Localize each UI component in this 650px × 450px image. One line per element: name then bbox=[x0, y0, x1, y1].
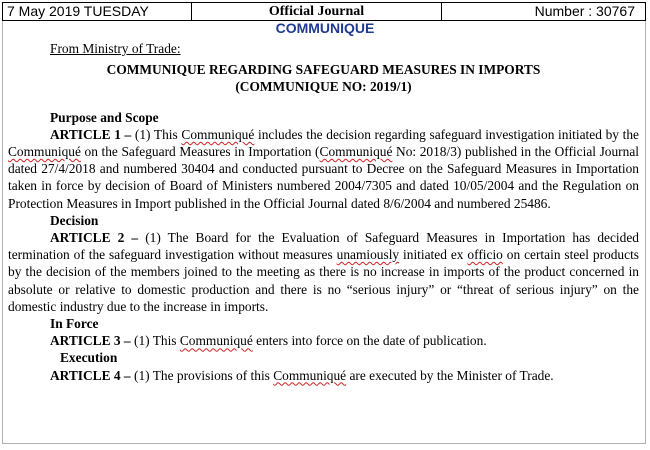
spellcheck-word: Communiqué bbox=[181, 126, 255, 142]
journal-header bbox=[2, 2, 646, 21]
article-4-text: (1) The provisions of this bbox=[130, 367, 274, 383]
document-title bbox=[8, 61, 639, 95]
document-title-line2: (COMMUNIQUE NO: 2019/1) bbox=[235, 79, 412, 95]
article-1-text: on the Safeguard Measures in Importation ( bbox=[80, 144, 320, 160]
article-1-text: No: 2018/3) published in the Official Journal dated 27/4/2018 and numbered 30404 and conducted pursuant to Decree on the Safeguard Measures in Importation taken in force by decision of Board of Ministers numbered 2004/7305 and dated 10/05/2004 and the Regulation on Protection Measures in Import published in the Official Journal dated 8/6/2004 and numbered 25486. bbox=[8, 144, 639, 211]
article-4-text: are executed by the Minister of Trade. bbox=[346, 367, 554, 383]
article-1-text: includes the decision regarding safeguard investigation initiated by the bbox=[254, 126, 639, 142]
article-3 bbox=[8, 332, 639, 349]
article-1-label: ARTICLE 1 – bbox=[50, 126, 132, 142]
article-1-text: (1) This bbox=[131, 126, 182, 142]
article-4-label: ARTICLE 4 – bbox=[50, 367, 131, 383]
article-2-text: (1) The Board for the Evaluation of Safeguard Measures in Importation has decided termination of the safeguard investigation without measures bbox=[8, 230, 639, 263]
article-2-text: on certain steel products by the decision of the members joined to the meeting as there is no increase in imports of the product concerned in absolute or relative to domestic production and there is no “serious injury” or “threat of serious injury” on the domestic industry due to the increase in imports. bbox=[8, 247, 639, 314]
article-2-label: ARTICLE 2 – bbox=[50, 230, 139, 246]
article-3-label: ARTICLE 3 – bbox=[50, 333, 131, 349]
section-title: COMMUNIQUE bbox=[275, 20, 375, 36]
spellcheck-word: officio bbox=[467, 247, 503, 263]
article-3-text: (1) This bbox=[130, 333, 180, 349]
article-4 bbox=[8, 367, 639, 384]
article-1 bbox=[8, 126, 639, 212]
spellcheck-word: Communiqué bbox=[319, 144, 393, 160]
document-body bbox=[8, 40, 639, 384]
spellcheck-word: Communiqué bbox=[273, 367, 347, 383]
article-2 bbox=[8, 229, 639, 315]
execution-heading: Execution bbox=[60, 350, 118, 366]
ministry-line: From Ministry of Trade: bbox=[50, 41, 181, 56]
document-title-line1: COMMUNIQUE REGARDING SAFEGUARD MEASURES IN IMPORTS bbox=[106, 62, 541, 78]
spellcheck-word: unamiously bbox=[336, 247, 400, 263]
in-force-heading: In Force bbox=[50, 316, 99, 332]
purpose-heading: Purpose and Scope bbox=[50, 109, 159, 125]
header-issue-number: Number : 30767 bbox=[442, 2, 646, 21]
spellcheck-word: Communiqué bbox=[8, 144, 81, 160]
header-journal-name: Official Journal bbox=[192, 2, 442, 21]
article-3-text: enters into force on the date of publication. bbox=[252, 333, 487, 349]
decision-heading: Decision bbox=[50, 212, 99, 228]
header-date: 7 May 2019 TUESDAY bbox=[2, 2, 192, 21]
spellcheck-word: Communiqué bbox=[179, 333, 253, 349]
article-2-text: initiated ex bbox=[399, 247, 468, 263]
